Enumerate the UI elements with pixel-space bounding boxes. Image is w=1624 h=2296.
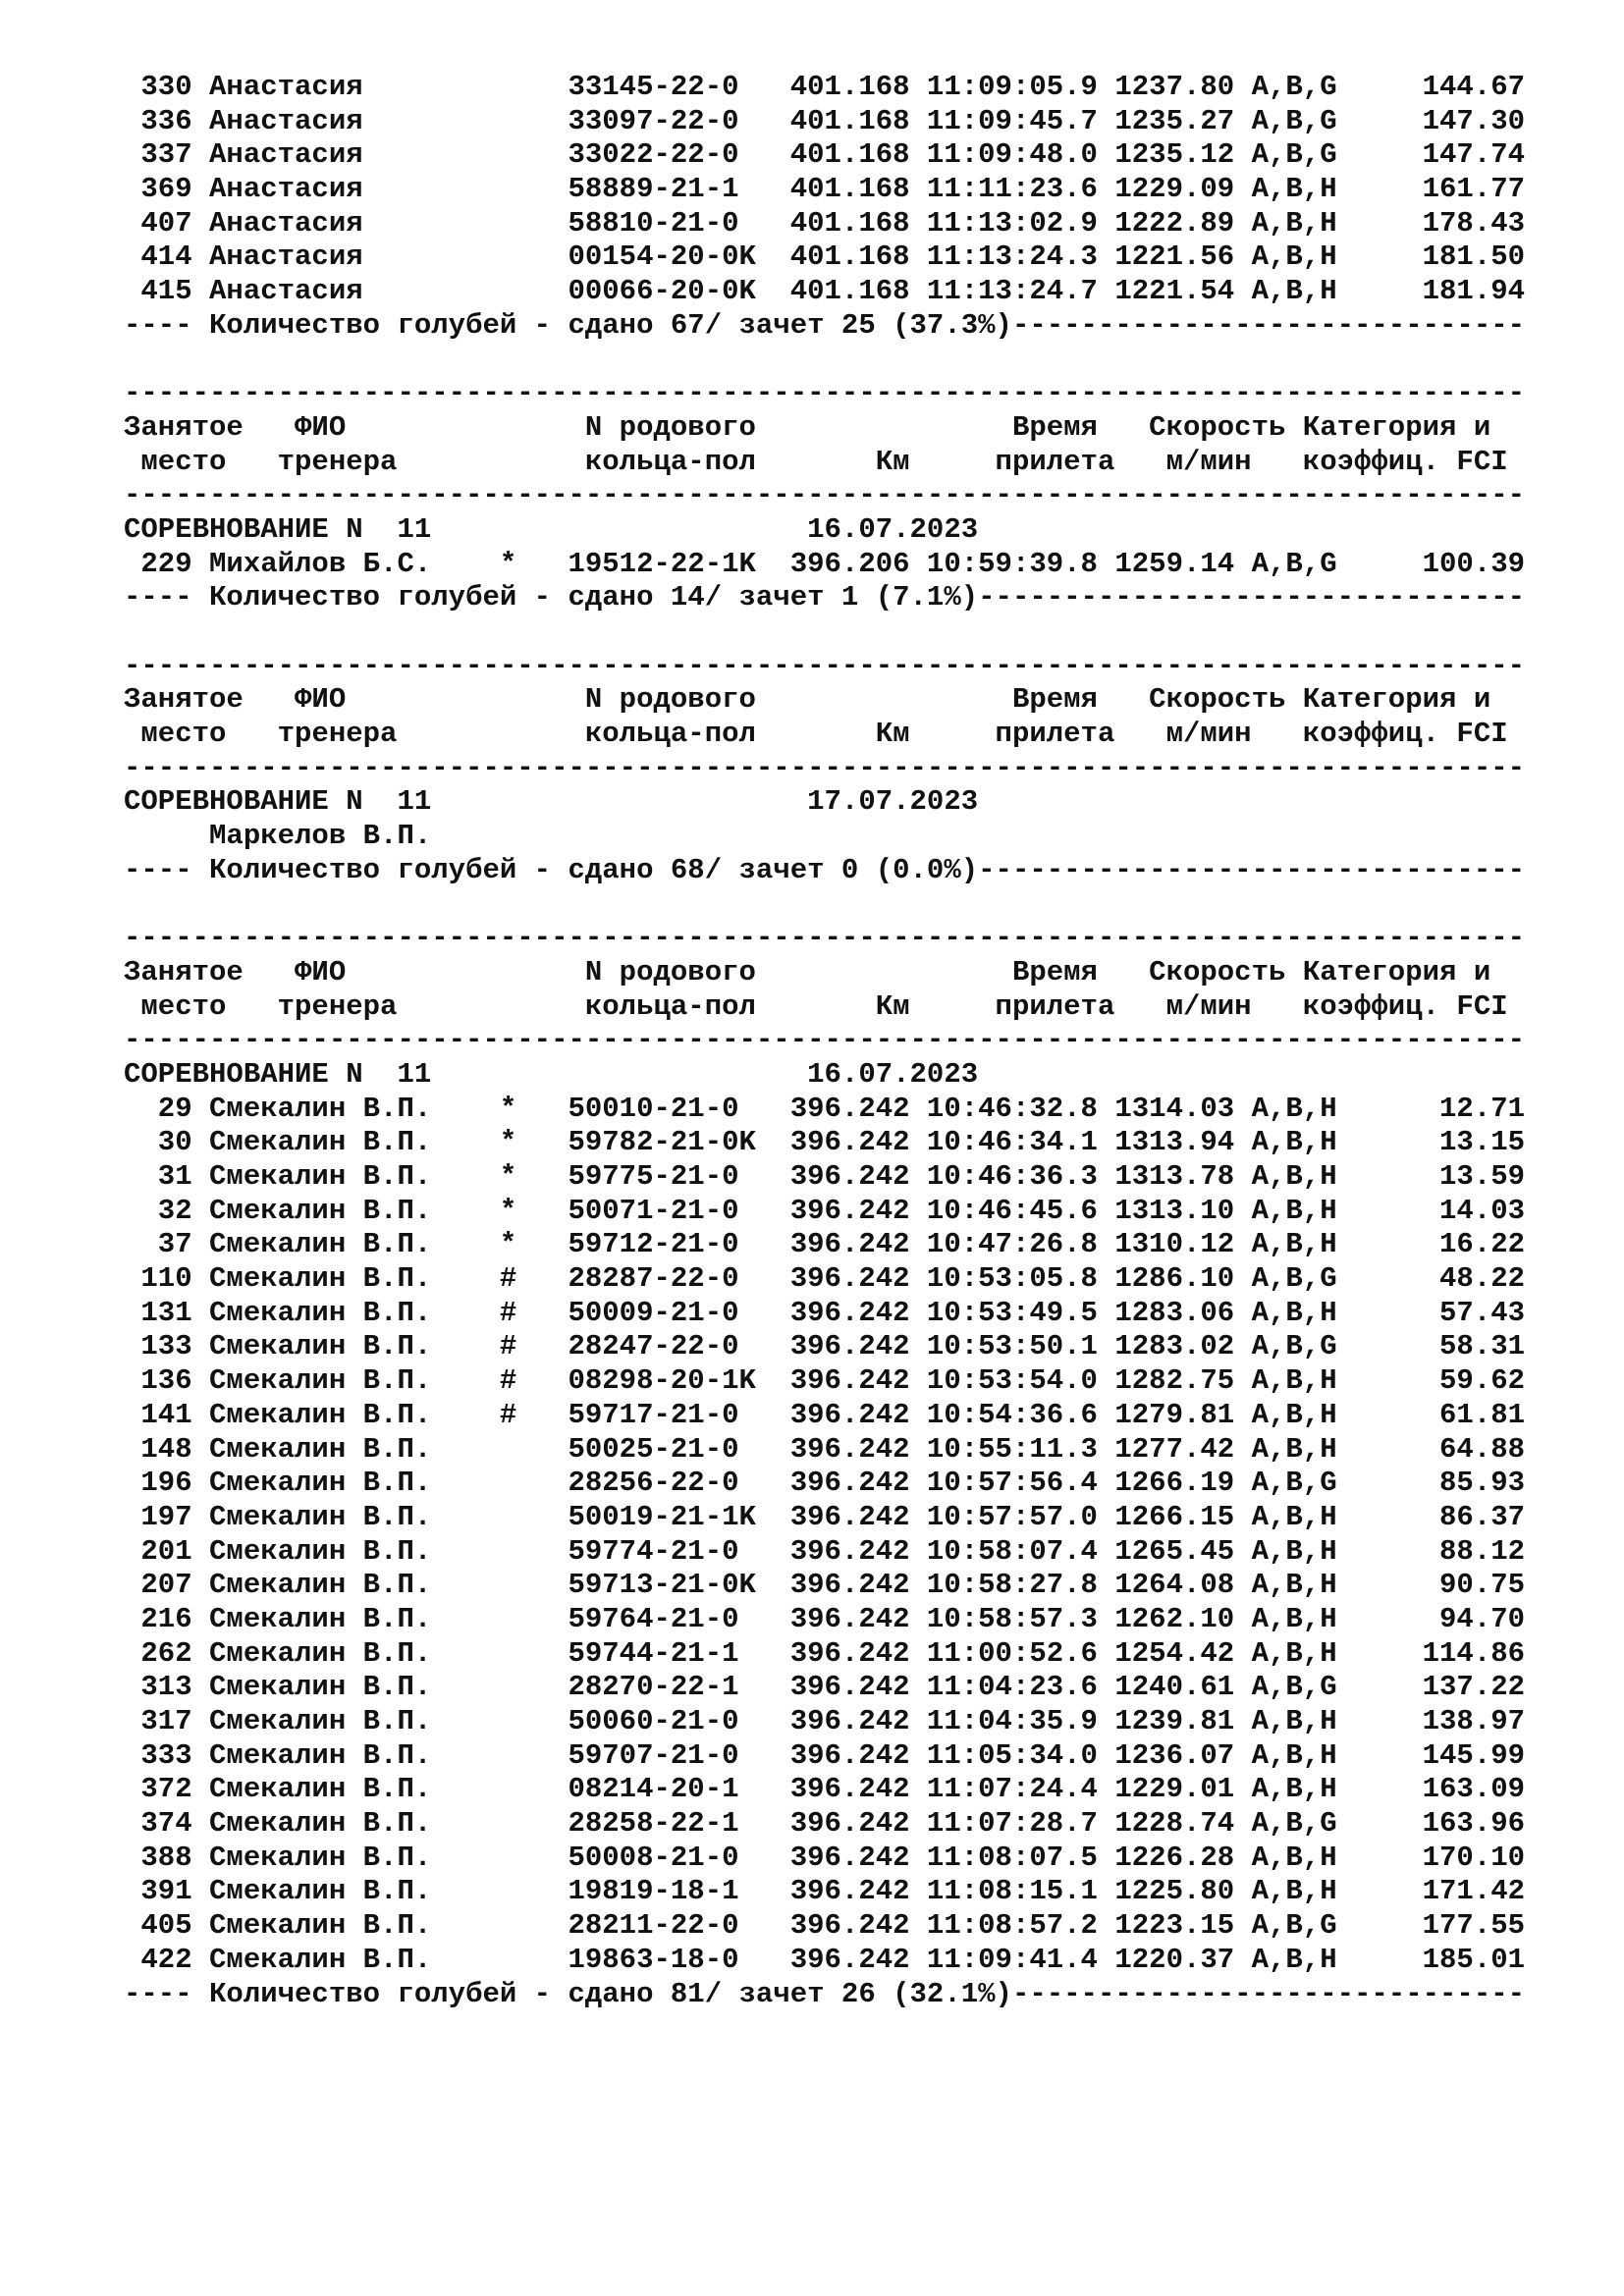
result-row: 422 Смекалин В.П. 19863-18-0 396.242 11:09:41.4 1220.37 A,B,H 185.01 [124,1943,1526,1976]
result-row: 317 Смекалин В.П. 50060-21-0 396.242 11:04:35.9 1239.81 A,B,H 138.97 [124,1705,1526,1737]
result-row: 110 Смекалин В.П. # 28287-22-0 396.242 10:53:05.8 1286.10 A,B,G 48.22 [124,1262,1526,1296]
result-row: 333 Смекалин В.П. 59707-21-0 396.242 11:05:34.0 1236.07 A,B,H 145.99 [124,1738,1526,1772]
summary-line: ---- Количество голубей - сдано 81/ зачет 26 (32.1%)------------------------------ [124,1977,1526,2010]
result-row: 369 Анастасия 58889-21-1 401.168 11:11:23.6 1229.09 A,B,H 161.77 [124,173,1526,206]
result-row: 216 Смекалин В.П. 59764-21-0 396.242 10:58:57.3 1262.10 A,B,H 94.70 [124,1602,1526,1635]
results-page [124,71,1597,2011]
result-row: 32 Смекалин В.П. * 50071-21-0 396.242 10:46:45.6 1313.10 A,B,H 14.03 [124,1194,1526,1227]
result-row: 337 Анастасия 33022-22-0 401.168 11:09:48.0 1235.12 A,B,G 147.74 [124,138,1526,172]
divider-line: ---------------------------------------------------------------------------------- [124,751,1526,784]
result-row: 336 Анастасия 33097-22-0 401.168 11:09:45.7 1235.27 A,B,G 147.30 [124,104,1526,137]
divider-line: ---------------------------------------------------------------------------------- [124,1024,1526,1057]
summary-line: ---- Количество голубей - сдано 68/ зачет 0 (0.0%)-------------------------------- [124,853,1526,886]
trainer-name: Маркелов В.П. [124,820,432,853]
result-row: 330 Анастасия 33145-22-0 401.168 11:09:05.9 1237.80 A,B,G 144.67 [124,71,1526,103]
result-row: 388 Смекалин В.П. 50008-21-0 396.242 11:08:07.5 1226.28 A,B,H 170.10 [124,1841,1526,1874]
result-row: 391 Смекалин В.П. 19819-18-1 396.242 11:08:15.1 1225.80 A,B,H 171.42 [124,1875,1526,1908]
result-row: 29 Смекалин В.П. * 50010-21-0 396.242 10:46:32.8 1314.03 A,B,H 12.71 [124,1092,1526,1125]
competition-title: СОРЕВНОВАНИЕ N 11 16.07.2023 [124,512,979,546]
result-row: 133 Смекалин В.П. # 28247-22-0 396.242 10:53:50.1 1283.02 A,B,G 58.31 [124,1330,1526,1363]
result-row: 197 Смекалин В.П. 50019-21-1K 396.242 10:57:57.0 1266.15 A,B,H 86.37 [124,1500,1526,1533]
column-header-bottom: место тренера кольца-пол Км прилета м/мин коэффиц. FCI [124,718,1508,751]
results-block [124,922,1597,2011]
result-row: 30 Смекалин В.П. * 59782-21-0K 396.242 10:46:34.1 1313.94 A,B,H 13.15 [124,1126,1526,1159]
result-row: 405 Смекалин В.П. 28211-22-0 396.242 11:08:57.2 1223.15 A,B,G 177.55 [124,1909,1526,1943]
result-row: 196 Смекалин В.П. 28256-22-0 396.242 10:57:56.4 1266.19 A,B,G 85.93 [124,1467,1526,1500]
summary-line: ---- Количество голубей - сдано 67/ зачет 25 (37.3%)------------------------------ [124,308,1526,342]
result-row: 415 Анастасия 00066-20-0K 401.168 11:13:24.7 1221.54 A,B,H 181.94 [124,275,1526,308]
result-row: 207 Смекалин В.П. 59713-21-0K 396.242 10:58:27.8 1264.08 A,B,H 90.75 [124,1569,1526,1602]
summary-line: ---- Количество голубей - сдано 14/ зачет 1 (7.1%)-------------------------------- [124,581,1526,614]
results-block [124,377,1597,615]
competition-title: СОРЕВНОВАНИЕ N 11 16.07.2023 [124,1057,979,1091]
result-row: 262 Смекалин В.П. 59744-21-1 396.242 11:00:52.6 1254.42 A,B,H 114.86 [124,1636,1526,1670]
column-header-top: Занятое ФИО N родового Время Скорость Категория и [124,683,1491,717]
result-row: 37 Смекалин В.П. * 59712-21-0 396.242 10:47:26.8 1310.12 A,B,H 16.22 [124,1228,1526,1261]
column-header-top: Занятое ФИО N родового Время Скорость Категория и [124,955,1491,988]
column-header-bottom: место тренера кольца-пол Км прилета м/мин коэффиц. FCI [124,989,1508,1023]
divider-line: ---------------------------------------------------------------------------------- [124,922,1526,955]
competition-title: СОРЕВНОВАНИЕ N 11 17.07.2023 [124,785,979,819]
result-row: 148 Смекалин В.П. 50025-21-0 396.242 10:55:11.3 1277.42 A,B,H 64.88 [124,1432,1526,1466]
result-row: 374 Смекалин В.П. 28258-22-1 396.242 11:07:28.7 1228.74 A,B,G 163.96 [124,1807,1526,1841]
result-row: 31 Смекалин В.П. * 59775-21-0 396.242 10:46:36.3 1313.78 A,B,H 13.59 [124,1160,1526,1193]
result-row: 201 Смекалин В.П. 59774-21-0 396.242 10:58:07.4 1265.45 A,B,H 88.12 [124,1534,1526,1568]
divider-line: ---------------------------------------------------------------------------------- [124,479,1526,512]
result-row: 229 Михайлов Б.С. * 19512-22-1K 396.206 10:59:39.8 1259.14 A,B,G 100.39 [124,547,1526,580]
results-block [124,71,1597,344]
result-row: 407 Анастасия 58810-21-0 401.168 11:13:02.9 1222.89 A,B,H 178.43 [124,206,1526,240]
result-row: 414 Анастасия 00154-20-0K 401.168 11:13:24.3 1221.56 A,B,H 181.50 [124,240,1526,274]
divider-line: ---------------------------------------------------------------------------------- [124,377,1526,410]
column-header-bottom: место тренера кольца-пол Км прилета м/мин коэффиц. FCI [124,445,1508,478]
results-block [124,650,1597,888]
result-row: 372 Смекалин В.П. 08214-20-1 396.242 11:07:24.4 1229.01 A,B,H 163.09 [124,1773,1526,1806]
result-row: 131 Смекалин В.П. # 50009-21-0 396.242 10:53:49.5 1283.06 A,B,H 57.43 [124,1296,1526,1329]
divider-line: ---------------------------------------------------------------------------------- [124,649,1526,682]
result-row: 313 Смекалин В.П. 28270-22-1 396.242 11:04:23.6 1240.61 A,B,G 137.22 [124,1671,1526,1704]
result-row: 136 Смекалин В.П. # 08298-20-1K 396.242 10:53:54.0 1282.75 A,B,H 59.62 [124,1364,1526,1398]
column-header-top: Занятое ФИО N родового Время Скорость Категория и [124,410,1491,444]
result-row: 141 Смекалин В.П. # 59717-21-0 396.242 10:54:36.6 1279.81 A,B,H 61.81 [124,1398,1526,1431]
